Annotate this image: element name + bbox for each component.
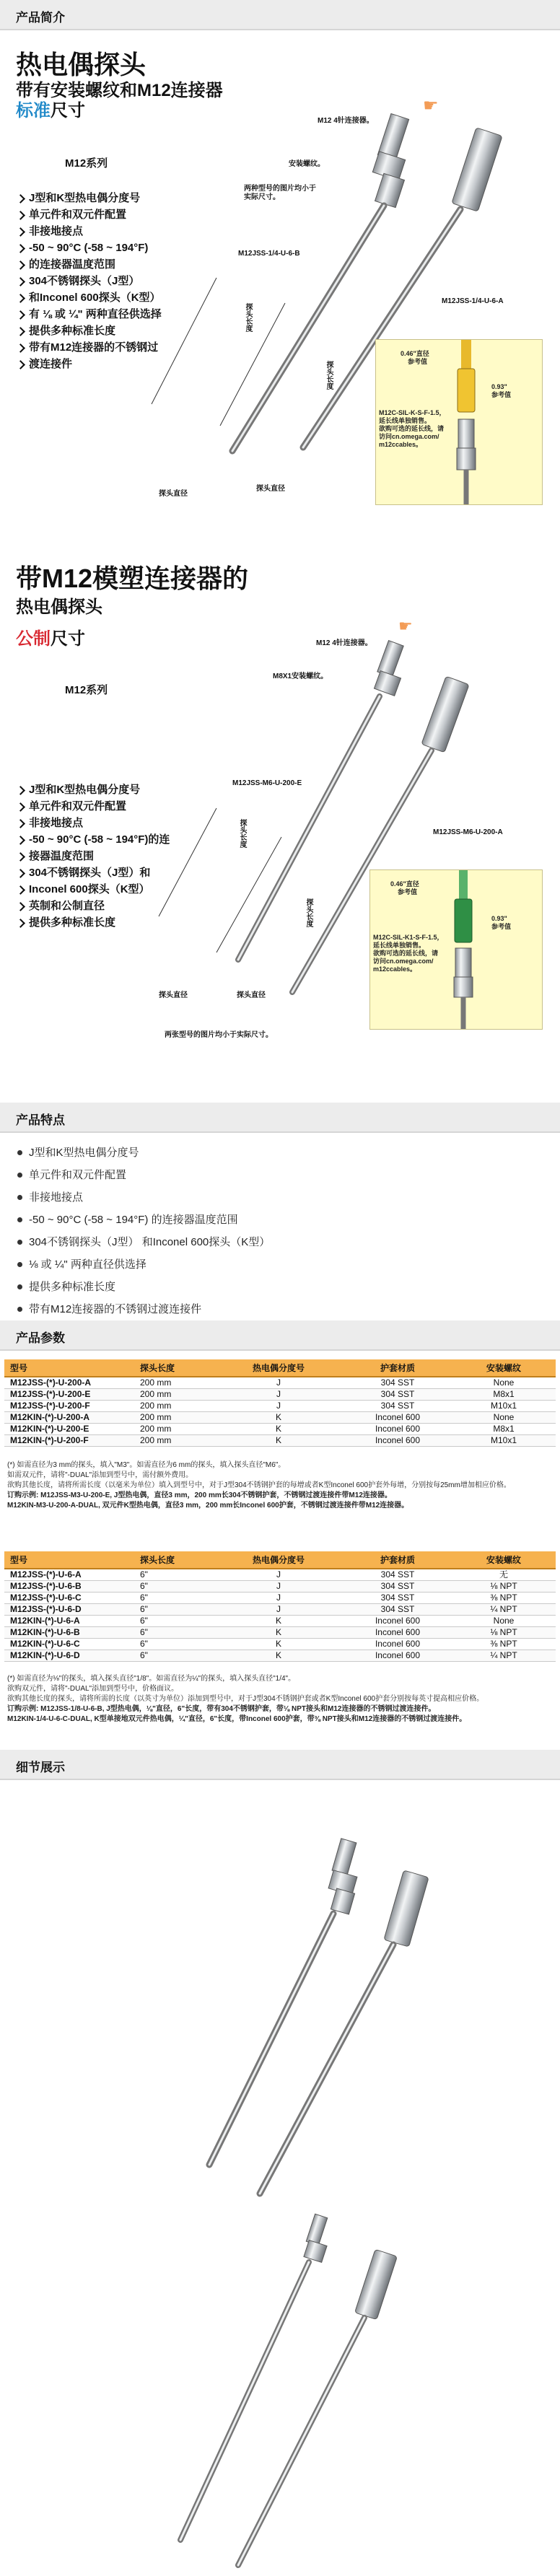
list-item: ⅛ 或 ¼" 两种直径供选择	[16, 1253, 550, 1276]
hand-pointer-icon: ☛	[398, 617, 413, 635]
table-row: M12JSS-(*)-U-200-E 200 mm J 304 SST M8x1	[4, 1389, 556, 1401]
table-row: M12JSS-(*)-U-6-C 6" J 304 SST ⅜ NPT	[4, 1593, 556, 1604]
cable-connector-illustration	[445, 870, 481, 1029]
col-header: 型号	[4, 1359, 134, 1377]
table-row: M12JSS-(*)-U-6-D 6" J 304 SST ¼ NPT	[4, 1604, 556, 1616]
hand-pointer-icon: ☛	[423, 96, 439, 115]
col-header: 探头长度	[134, 1359, 214, 1377]
list-item: 和Inconel 600探头（K型）	[16, 291, 211, 305]
list-item: 非接地接点	[16, 224, 211, 238]
label-model-a: M12JSS-M6-U-200-E	[232, 779, 302, 787]
series-label: M12系列	[65, 157, 108, 170]
table-row: M12KIN-(*)-U-6-A 6" K Inconel 600 None	[4, 1616, 556, 1627]
spec-table-imperial	[4, 1551, 556, 1662]
list-item: 提供多种标准长度	[16, 324, 211, 338]
section-header-features	[0, 1103, 560, 1133]
col-header: 热电偶分度号	[214, 1359, 344, 1377]
section-title: 产品参数	[16, 1331, 65, 1345]
label-probe-diameter: 探头直径	[256, 485, 285, 493]
product-gallery	[0, 1789, 560, 2569]
label-same-part: 两种型号的图片均小于实际尺寸。	[244, 185, 316, 201]
col-header: 热电偶分度号	[214, 1551, 344, 1569]
gallery-probe-threaded	[180, 2214, 328, 2540]
list-item: 提供多种标准长度	[16, 1276, 550, 1298]
list-item: -50 ~ 90°C (-58 ~ 194°F)	[16, 241, 211, 255]
col-header: 型号	[4, 1551, 134, 1569]
list-item: J型和K型热电偶分度号	[16, 191, 211, 205]
label-model-b: M12JSS-1/4-U-6-A	[442, 297, 504, 305]
label-model-b: M12JSS-M6-U-200-A	[433, 828, 503, 836]
list-item: -50 ~ 90°C (-58 ~ 194°F) 的连接器温度范围	[16, 1209, 550, 1231]
list-item: 有 ⅛ 或 ¼" 两种直径供选择	[16, 307, 211, 321]
inset-text: M12C-SIL-K-S-F-1.5， 延长线单独销售。 欲购可选的延长线，请 访问cn.omega.com/ m12ccables。	[379, 409, 446, 448]
table-row: M12KIN-(*)-U-6-D 6" K Inconel 600 ¼ NPT	[4, 1650, 556, 1662]
inset-dim-ref: 参考值	[408, 358, 428, 365]
page-subtitle: 热电偶探头	[16, 597, 102, 617]
table-row: M12JSS-(*)-U-6-B 6" J 304 SST ⅛ NPT	[4, 1581, 556, 1593]
gallery-probe-plain	[238, 2249, 397, 2565]
cable-inset	[375, 339, 543, 505]
label-mount-thread: M8X1安装螺纹。	[273, 673, 328, 680]
section-header-params	[0, 1320, 560, 1351]
feature-list	[16, 1142, 550, 1320]
col-header: 探头长度	[134, 1551, 214, 1569]
col-header: 护套材质	[344, 1551, 452, 1569]
inset-dim: 0.93"	[491, 383, 507, 390]
list-item: 渡连接件	[16, 357, 211, 371]
inset-dim-ref: 参考值	[398, 888, 418, 895]
list-item: 提供多种标准长度	[16, 916, 218, 929]
section-header-gallery	[0, 1750, 560, 1780]
table-row: M12KIN-(*)-U-200-F 200 mm K Inconel 600 M10x1	[4, 1435, 556, 1447]
list-item: 单元件和双元件配置	[16, 208, 211, 222]
cable-inset	[369, 869, 543, 1030]
label-m12-connector: M12 4针连接器。	[316, 639, 372, 647]
list-item: -50 ~ 90°C (-58 ~ 194°F)的连	[16, 833, 218, 846]
unit-label: 标准尺寸	[16, 101, 85, 121]
table-row: M12JSS-(*)-U-6-A 6" J 304 SST 无	[4, 1569, 556, 1581]
table-notes: (*) 如需直径为3 mm的探头，填入"M3"。如需直径为6 mm的探头，填入探头直径"M6"。 如需双元件，请将"-DUAL"添加到型号中，需付额外费用。 欲购其他长度，请将所需长度（以毫米为单位）填入到型号中，对于J型304不锈钢护套的每增或者K型Inconel 600护套外每增，分别按每25mm增加相应价格。 订购示例: M12JSS-M3-U-200-E, J型热电偶，直径3 mm，200 mm长304不锈钢护套，不锈钢过渡连接件带M12连接器。 M12KIN-M3-U-200-A-DUAL, 双元件K型热电偶，直径3 mm，200 mm长Inconel 600护套，不锈钢过渡连接件带M12连接器。	[7, 1461, 511, 1510]
dim-line	[152, 278, 216, 404]
inset-dim: 0.46"直径	[390, 880, 419, 888]
table-row: M12KIN-(*)-U-6-B 6" K Inconel 600 ⅛ NPT	[4, 1627, 556, 1639]
series-label: M12系列	[65, 684, 108, 696]
list-item: 304不锈钢探头（J型）和	[16, 866, 218, 880]
table-header-row	[4, 1359, 556, 1377]
list-item: J型和K型热电偶分度号	[16, 783, 218, 797]
section-title: 产品特点	[16, 1113, 65, 1127]
dim-line	[159, 808, 216, 916]
label-probe-diameter: 探头直径	[159, 490, 188, 498]
list-item: 单元件和双元件配置	[16, 799, 218, 813]
col-header: 安装螺纹	[452, 1359, 556, 1377]
label-mount-thread: 安装螺纹。	[289, 160, 325, 168]
table-row: M12KIN-(*)-U-200-A 200 mm K Inconel 600 None	[4, 1412, 556, 1424]
list-item: 接器温度范围	[16, 849, 218, 863]
inset-dim: 0.93"	[491, 915, 507, 922]
section-title: 产品简介	[16, 11, 65, 25]
table-row: M12JSS-(*)-U-200-F 200 mm J 304 SST M10x1	[4, 1401, 556, 1412]
list-item: 带有M12连接器的不锈钢过渡连接件	[16, 1298, 550, 1320]
spec-table-metric	[4, 1359, 556, 1447]
list-item: 非接地接点	[16, 1186, 550, 1209]
unit-label: 公制尺寸	[16, 629, 85, 649]
page-title: 热电偶探头	[16, 50, 146, 79]
label-probe-diameter: 探头直径	[237, 991, 266, 999]
list-item: Inconel 600探头（K型）	[16, 882, 218, 896]
gallery-probe-plain	[260, 1870, 429, 2194]
label-probe-length: 探头长度	[305, 898, 312, 927]
label-same-part: 两张型号的图片均小于实际尺寸。	[165, 1031, 273, 1039]
label-probe-length: 探头长度	[244, 303, 252, 332]
list-item: 英制和公制直径	[16, 899, 218, 913]
table-row: M12KIN-(*)-U-6-C 6" K Inconel 600 ⅜ NPT	[4, 1639, 556, 1650]
list-item: 304不锈钢探头（J型）	[16, 274, 211, 288]
list-item: J型和K型热电偶分度号	[16, 1142, 550, 1164]
label-probe-diameter: 探头直径	[159, 991, 188, 999]
label-m12-connector: M12 4针连接器。	[318, 117, 374, 125]
col-header: 安装螺纹	[452, 1551, 556, 1569]
list-item: 的连接器温度范围	[16, 258, 211, 271]
page-title: 带M12模塑连接器的	[16, 564, 249, 593]
col-header: 护套材质	[344, 1359, 452, 1377]
cable-connector-illustration	[448, 340, 484, 504]
table-row: M12JSS-(*)-U-200-A 200 mm J 304 SST None	[4, 1377, 556, 1389]
inset-dim-ref: 参考值	[491, 391, 512, 398]
list-item: 非接地接点	[16, 816, 218, 830]
inset-dim: 0.46"直径	[401, 350, 429, 357]
inset-text: M12C-SIL-K1-S-F-1.5， 延长线单独销售。 欲购可选的延长线，请 访问cn.omega.com/ m12ccables。	[373, 934, 444, 973]
section-header-intro	[0, 0, 560, 30]
page-subtitle: 带有安装螺纹和M12连接器	[16, 81, 223, 100]
gallery-probe-threaded	[209, 1839, 357, 2165]
section-title: 细节展示	[16, 1761, 65, 1774]
label-model-a: M12JSS-1/4-U-6-B	[238, 250, 300, 258]
label-probe-length: 探头长度	[238, 819, 246, 848]
label-probe-length: 探头长度	[325, 361, 333, 390]
table-header-row	[4, 1551, 556, 1569]
table-row: M12KIN-(*)-U-200-E 200 mm K Inconel 600 M8x1	[4, 1424, 556, 1435]
inset-dim-ref: 参考值	[491, 923, 512, 930]
list-item: 单元件和双元件配置	[16, 1164, 550, 1186]
list-item: 304不锈钢探头（J型） 和Inconel 600探头（K型）	[16, 1231, 550, 1253]
table-notes: (*) 如需直径为⅛"的探头，填入探头直径"1/8"。如需直径为¼"的探头，填入探头直径"1/4"。 欲购双元件，请将"-DUAL"添加到型号中，价格面议。 欲购其他长度的探头，请将所需的长度（以英寸为单位）添加到型号中，对于J型304不锈钢护套或者K型Inconel 600护套分别按每英寸提高相应价格。 订购示例: M12JSS-1/8-U-6-B, J型热电偶，⅛"直径，6"长度，带有304不锈钢护套，带⅛ NPT接头和M12连接器的不锈钢过渡连接件。 M12KIN-1/4-U-6-C-DUAL, K型单接地双元件热电偶，¼"直径，6"长度，带Inconel 600护套，带⅜ NPT接头和M12连接器的不锈钢过渡连接件。	[7, 1675, 484, 1723]
list-item: 带有M12连接器的不锈钢过	[16, 341, 211, 354]
